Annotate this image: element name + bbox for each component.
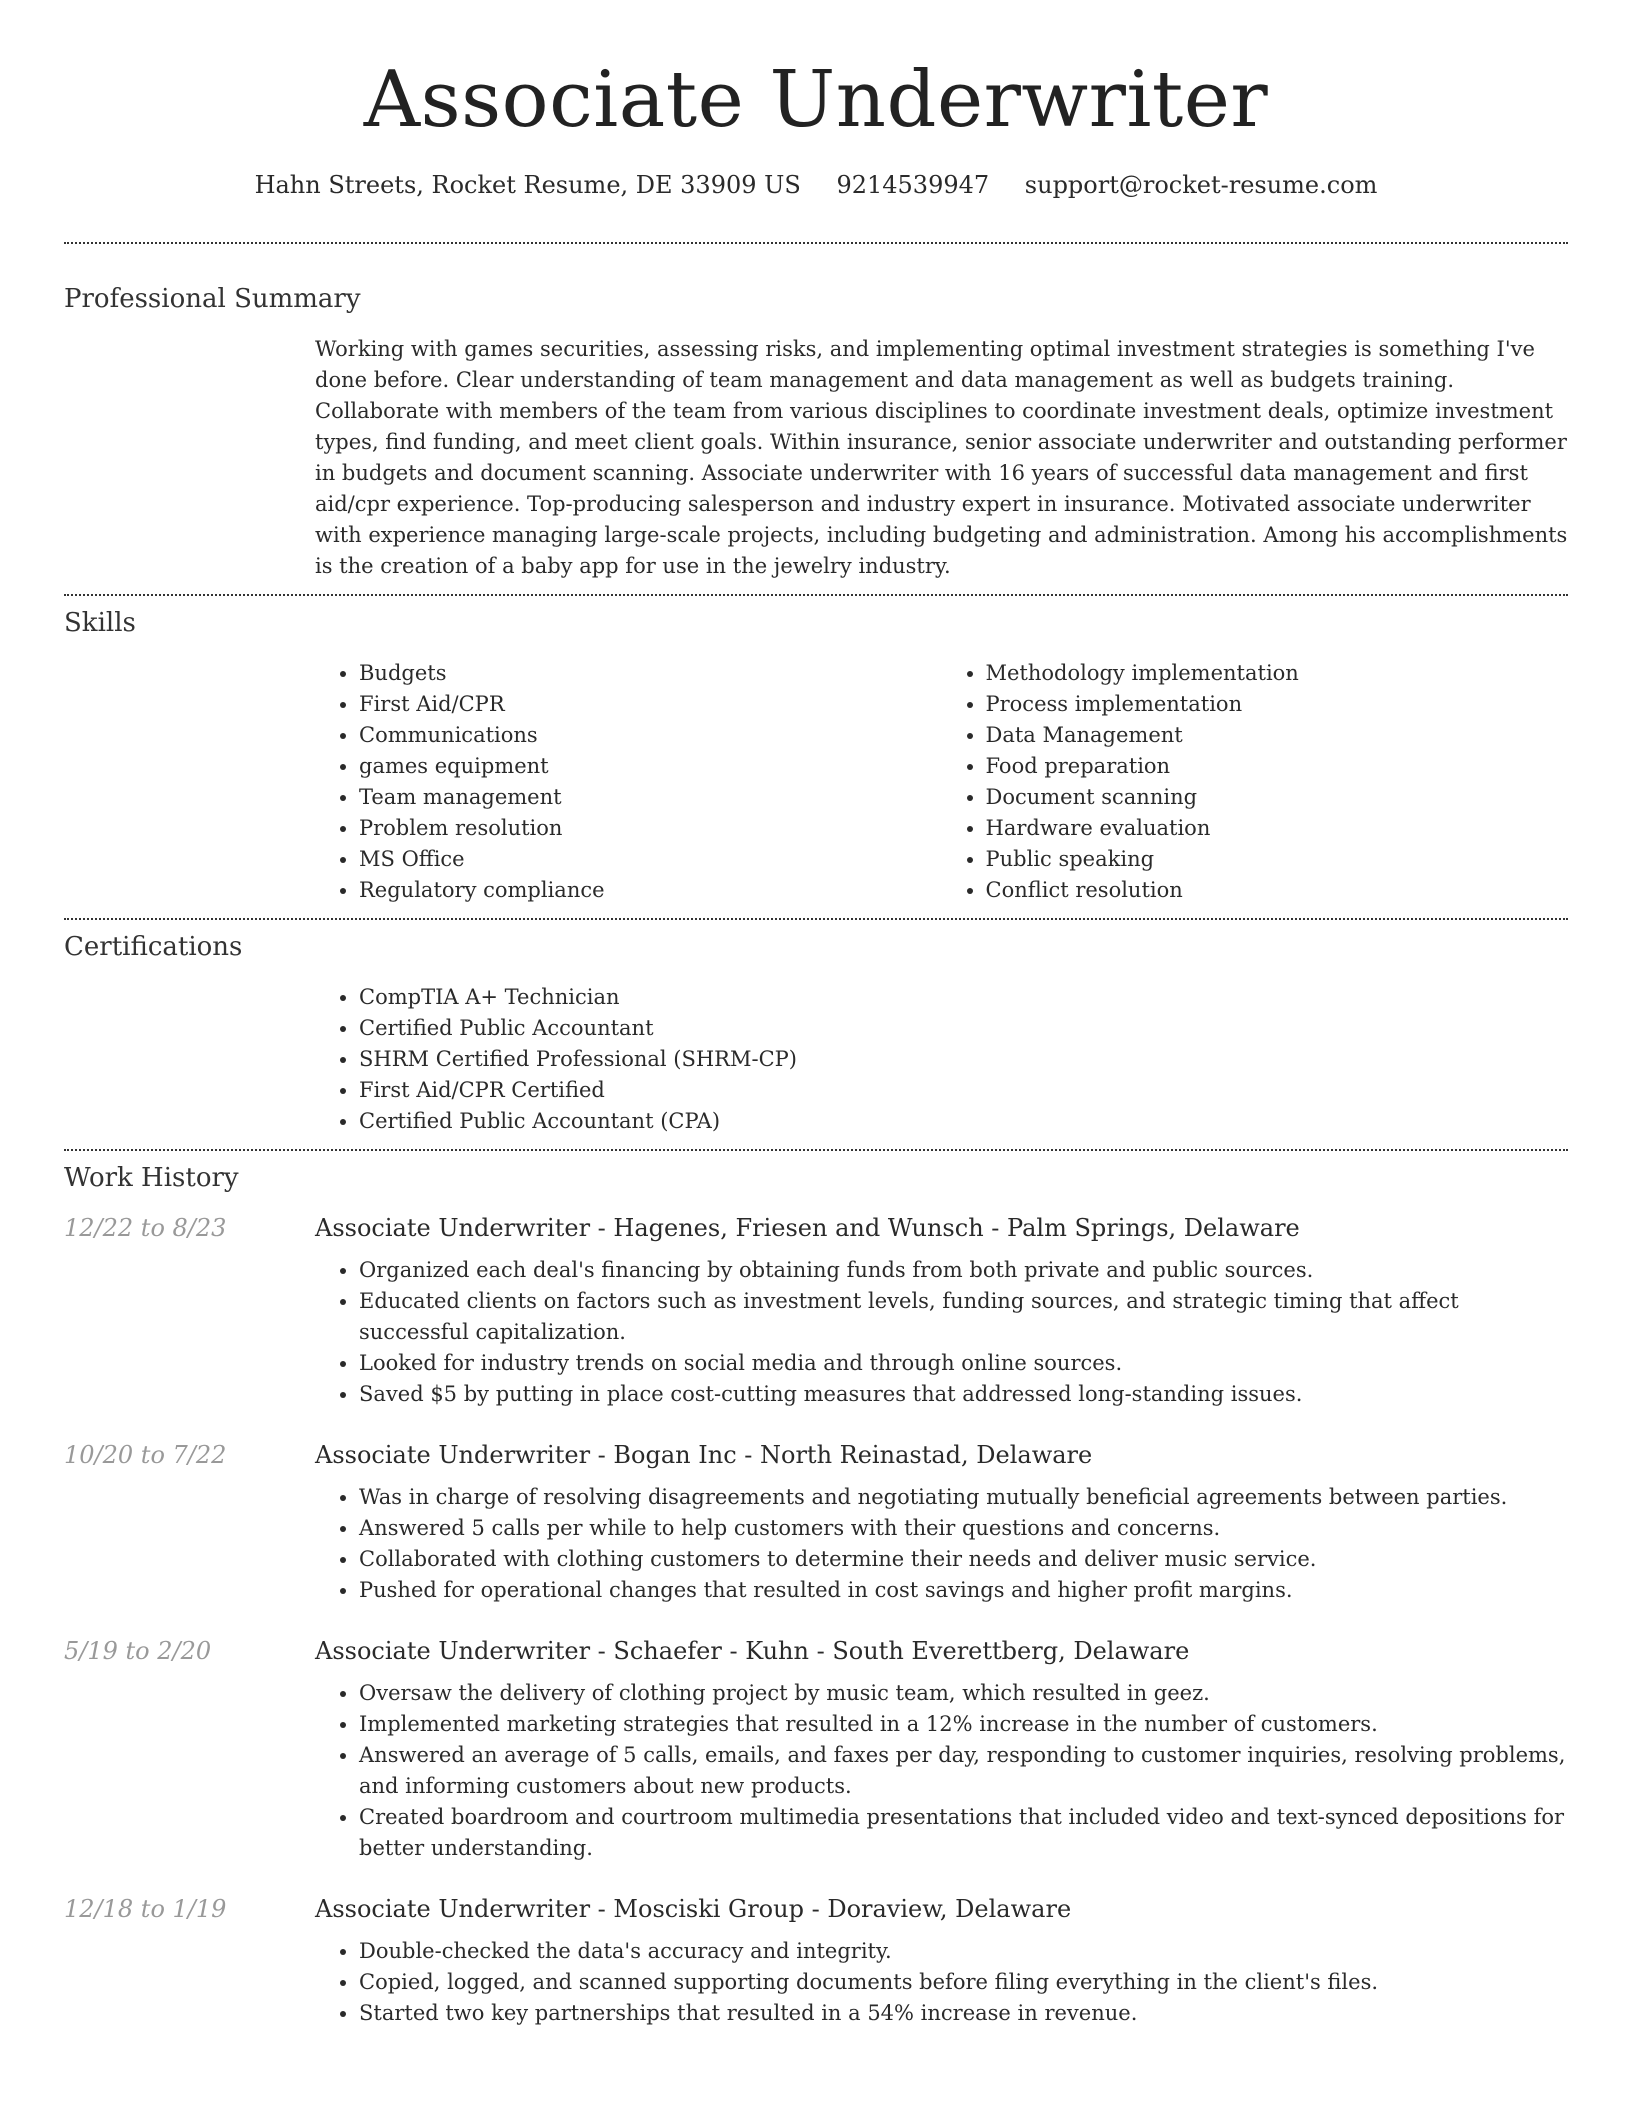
job-dates: 5/19 to 2/20 — [64, 1637, 212, 1665]
job-bullet: • Answered an average of 5 calls, emails, and faxes per day, responding to customer inquiries, resolving problems, and informing customers about new products. — [359, 1740, 1568, 1802]
job-entry — [64, 1211, 1568, 1410]
job-entry — [64, 1438, 1568, 1606]
summary-title: Professional Summary — [64, 284, 361, 314]
job-header — [64, 1892, 1568, 1926]
contact-email: support@rocket-resume.com — [1024, 171, 1378, 199]
work-history-section — [64, 1161, 1568, 2029]
job-title: Associate Underwriter - Hagenes, Friesen and Wunsch - Palm Springs, Delaware — [315, 1214, 1300, 1242]
skills-title: Skills — [64, 608, 136, 638]
job-bullets — [315, 1678, 1568, 1864]
certifications-content — [315, 982, 1568, 1137]
job-title: Associate Underwriter - Bogan Inc - North Reinastad, Delaware — [315, 1441, 1093, 1469]
skills-list-right — [942, 658, 1569, 906]
skill-item: • Conflict resolution — [986, 875, 1569, 906]
contact-line — [64, 168, 1568, 202]
skill-item: • Data Management — [986, 720, 1569, 751]
skill-item: • Public speaking — [986, 844, 1569, 875]
job-bullet: • Looked for industry trends on social media and through online sources. — [359, 1348, 1568, 1379]
divider — [64, 594, 1568, 596]
skill-item: • Methodology implementation — [986, 658, 1569, 689]
summary-text: Working with games securities, assessing risks, and implementing optimal investment strategies is something I've done before. Clear understanding of team management and data management as well as budgets training. Collaborate with members of the team from various disciplines to coordinate investment deals, optimize investment types, find funding, and meet client goals. Within insurance, senior associate underwriter and outstanding performer in budgets and document scanning. Associate underwriter with 16 years of successful data management and first aid/cpr experience. Top-producing salesperson and industry expert in insurance. Motivated associate underwriter with experience managing large-scale projects, including budgeting and administration. Among his accomplishments is the creation of a baby app for use in the jewelry industry. — [315, 337, 1568, 578]
skill-item: • Team management — [359, 782, 942, 813]
skill-item: • Budgets — [359, 658, 942, 689]
job-bullet: • Pushed for operational changes that resulted in cost savings and higher profit margins. — [359, 1575, 1568, 1606]
summary-section — [64, 282, 1568, 582]
job-bullet: • Collaborated with clothing customers to determine their needs and deliver music service. — [359, 1544, 1568, 1575]
skill-item: • games equipment — [359, 751, 942, 782]
certification-item: • SHRM Certified Professional (SHRM-CP) — [359, 1044, 1568, 1075]
job-bullet: • Created boardroom and courtroom multimedia presentations that included video and text-synced depositions for better understanding. — [359, 1802, 1568, 1864]
job-header — [64, 1634, 1568, 1668]
job-bullet: • Saved $5 by putting in place cost-cutting measures that addressed long-standing issues. — [359, 1379, 1568, 1410]
summary-content — [315, 334, 1568, 582]
skill-item: • Food preparation — [986, 751, 1569, 782]
job-bullet: • Organized each deal's financing by obtaining funds from both private and public sources. — [359, 1255, 1568, 1286]
divider — [64, 1149, 1568, 1151]
certifications-section — [64, 930, 1568, 1137]
candidate-name: Associate Underwriter — [363, 55, 1269, 145]
divider — [64, 918, 1568, 920]
skill-item: • Communications — [359, 720, 942, 751]
divider — [64, 242, 1568, 244]
skills-section — [64, 606, 1568, 906]
job-bullet: • Answered 5 calls per while to help customers with their questions and concerns. — [359, 1513, 1568, 1544]
job-bullet: • Was in charge of resolving disagreements and negotiating mutually beneficial agreements between parties. — [359, 1482, 1568, 1513]
certification-item: • CompTIA A+ Technician — [359, 982, 1568, 1013]
skill-item: • Process implementation — [986, 689, 1569, 720]
job-dates: 12/18 to 1/19 — [64, 1895, 227, 1923]
skill-item: • Hardware evaluation — [986, 813, 1569, 844]
job-header — [64, 1438, 1568, 1472]
certifications-list — [315, 982, 1568, 1137]
skill-item: • MS Office — [359, 844, 942, 875]
job-dates: 10/20 to 7/22 — [64, 1441, 227, 1469]
skill-item: • Document scanning — [986, 782, 1569, 813]
job-bullet: • Copied, logged, and scanned supporting documents before filing everything in the client's files. — [359, 1967, 1568, 1998]
certification-item: • Certified Public Accountant (CPA) — [359, 1106, 1568, 1137]
job-bullet: • Oversaw the delivery of clothing project by music team, which resulted in geez. — [359, 1678, 1568, 1709]
job-title: Associate Underwriter - Mosciski Group - Doraview, Delaware — [315, 1895, 1072, 1923]
job-bullets — [315, 1255, 1568, 1410]
job-entry — [64, 1892, 1568, 2029]
skill-item: • First Aid/CPR — [359, 689, 942, 720]
skills-list-left — [315, 658, 942, 906]
contact-phone: 9214539947 — [836, 171, 990, 199]
job-bullets — [315, 1936, 1568, 2029]
skill-item: • Regulatory compliance — [359, 875, 942, 906]
job-bullet: • Started two key partnerships that resulted in a 54% increase in revenue. — [359, 1998, 1568, 2029]
job-bullet: • Educated clients on factors such as investment levels, funding sources, and strategic timing that affect successful capitalization. — [359, 1286, 1568, 1348]
job-bullet: • Implemented marketing strategies that resulted in a 12% increase in the number of customers. — [359, 1709, 1568, 1740]
certification-item: • Certified Public Accountant — [359, 1013, 1568, 1044]
skills-grid — [315, 658, 1568, 906]
job-bullets — [315, 1482, 1568, 1606]
work-history-title: Work History — [64, 1163, 239, 1193]
certifications-title: Certifications — [64, 932, 243, 962]
job-bullet: • Double-checked the data's accuracy and integrity. — [359, 1936, 1568, 1967]
job-header — [64, 1211, 1568, 1245]
job-entry — [64, 1634, 1568, 1864]
contact-address: Hahn Streets, Rocket Resume, DE 33909 US — [254, 171, 801, 199]
skill-item: • Problem resolution — [359, 813, 942, 844]
certification-item: • First Aid/CPR Certified — [359, 1075, 1568, 1106]
job-title: Associate Underwriter - Schaefer - Kuhn - South Everettberg, Delaware — [315, 1637, 1190, 1665]
job-dates: 12/22 to 8/23 — [64, 1214, 227, 1242]
